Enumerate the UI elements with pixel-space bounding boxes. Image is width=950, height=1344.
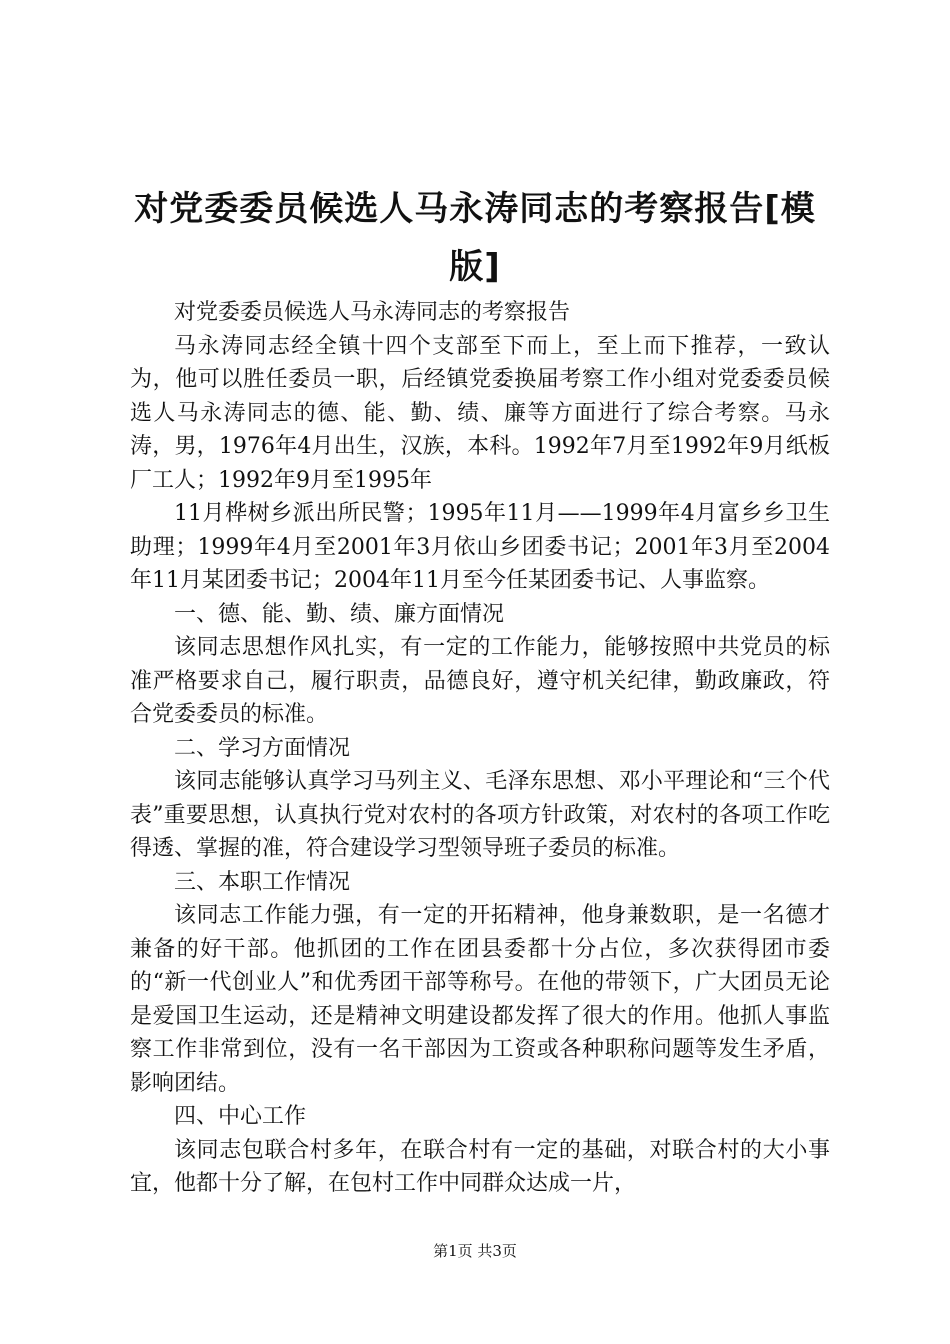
- section-heading-4: 四、中心工作: [174, 1104, 307, 1129]
- document-body: [130, 296, 830, 1201]
- paragraph-subtitle: 对党委委员候选人马永涛同志的考察报告: [174, 300, 571, 325]
- paragraph-section-3: 该同志工作能力强，有一定的开拓精神，他身兼数职，是一名德才兼备的好干部。他抓团的工作在团县委都十分占位，多次获得团市委的“新一代创业人”和优秀团干部等称号。在他的带领下，广大团员无论是爱国卫生运动，还是精神文明建设都发挥了很大的作用。他抓人事监察工作非常到位，没有一名干部因为工资或各种职称问题等发生矛盾，影响团结。: [130, 903, 830, 1096]
- paragraph-career: 11月桦树乡派出所民警；1995年11月——1999年4月富乡乡卫生助理；1999年4月至2001年3月依山乡团委书记；2001年3月至2004年11月某团委书记；2004年11月至今任某团委书记、人事监察。: [130, 501, 830, 593]
- paragraph-section-2: 该同志能够认真学习马列主义、毛泽东思想、邓小平理论和“三个代表”重要思想，认真执行党对农村的各项方针政策，对农村的各项工作吃得透、掌握的准，符合建设学习型领导班子委员的标准。: [130, 769, 830, 861]
- page-number-footer: 第1页 共3页: [433, 1242, 517, 1260]
- section-heading-2: 二、学习方面情况: [174, 735, 351, 761]
- paragraph-section-1: 该同志思想作风扎实，有一定的工作能力，能够按照中共党员的标准严格要求自己，履行职责，品德良好，遵守机关纪律，勤政廉政，符合党委委员的标准。: [130, 635, 830, 727]
- document-title: 对党委委员候选人马永涛同志的考察报告[模版]: [134, 189, 816, 287]
- section-heading-1: 一、德、能、勤、绩、廉方面情况: [174, 601, 505, 627]
- paragraph-intro: 马永涛同志经全镇十四个支部至下而上，至上而下推荐，一致认为，他可以胜任委员一职，后经镇党委换届考察工作小组对党委委员候选人马永涛同志的德、能、勤、绩、廉等方面进行了综合考察。马永涛，男，1976年4月出生，汉族，本科。1992年7月至1992年9月纸板厂工人；1992年9月至1995年: [130, 333, 830, 493]
- section-heading-3: 三、本职工作情况: [174, 869, 351, 895]
- paragraph-section-4: 该同志包联合村多年，在联合村有一定的基础，对联合村的大小事宜，他都十分了解，在包村工作中同群众达成一片，: [130, 1137, 830, 1196]
